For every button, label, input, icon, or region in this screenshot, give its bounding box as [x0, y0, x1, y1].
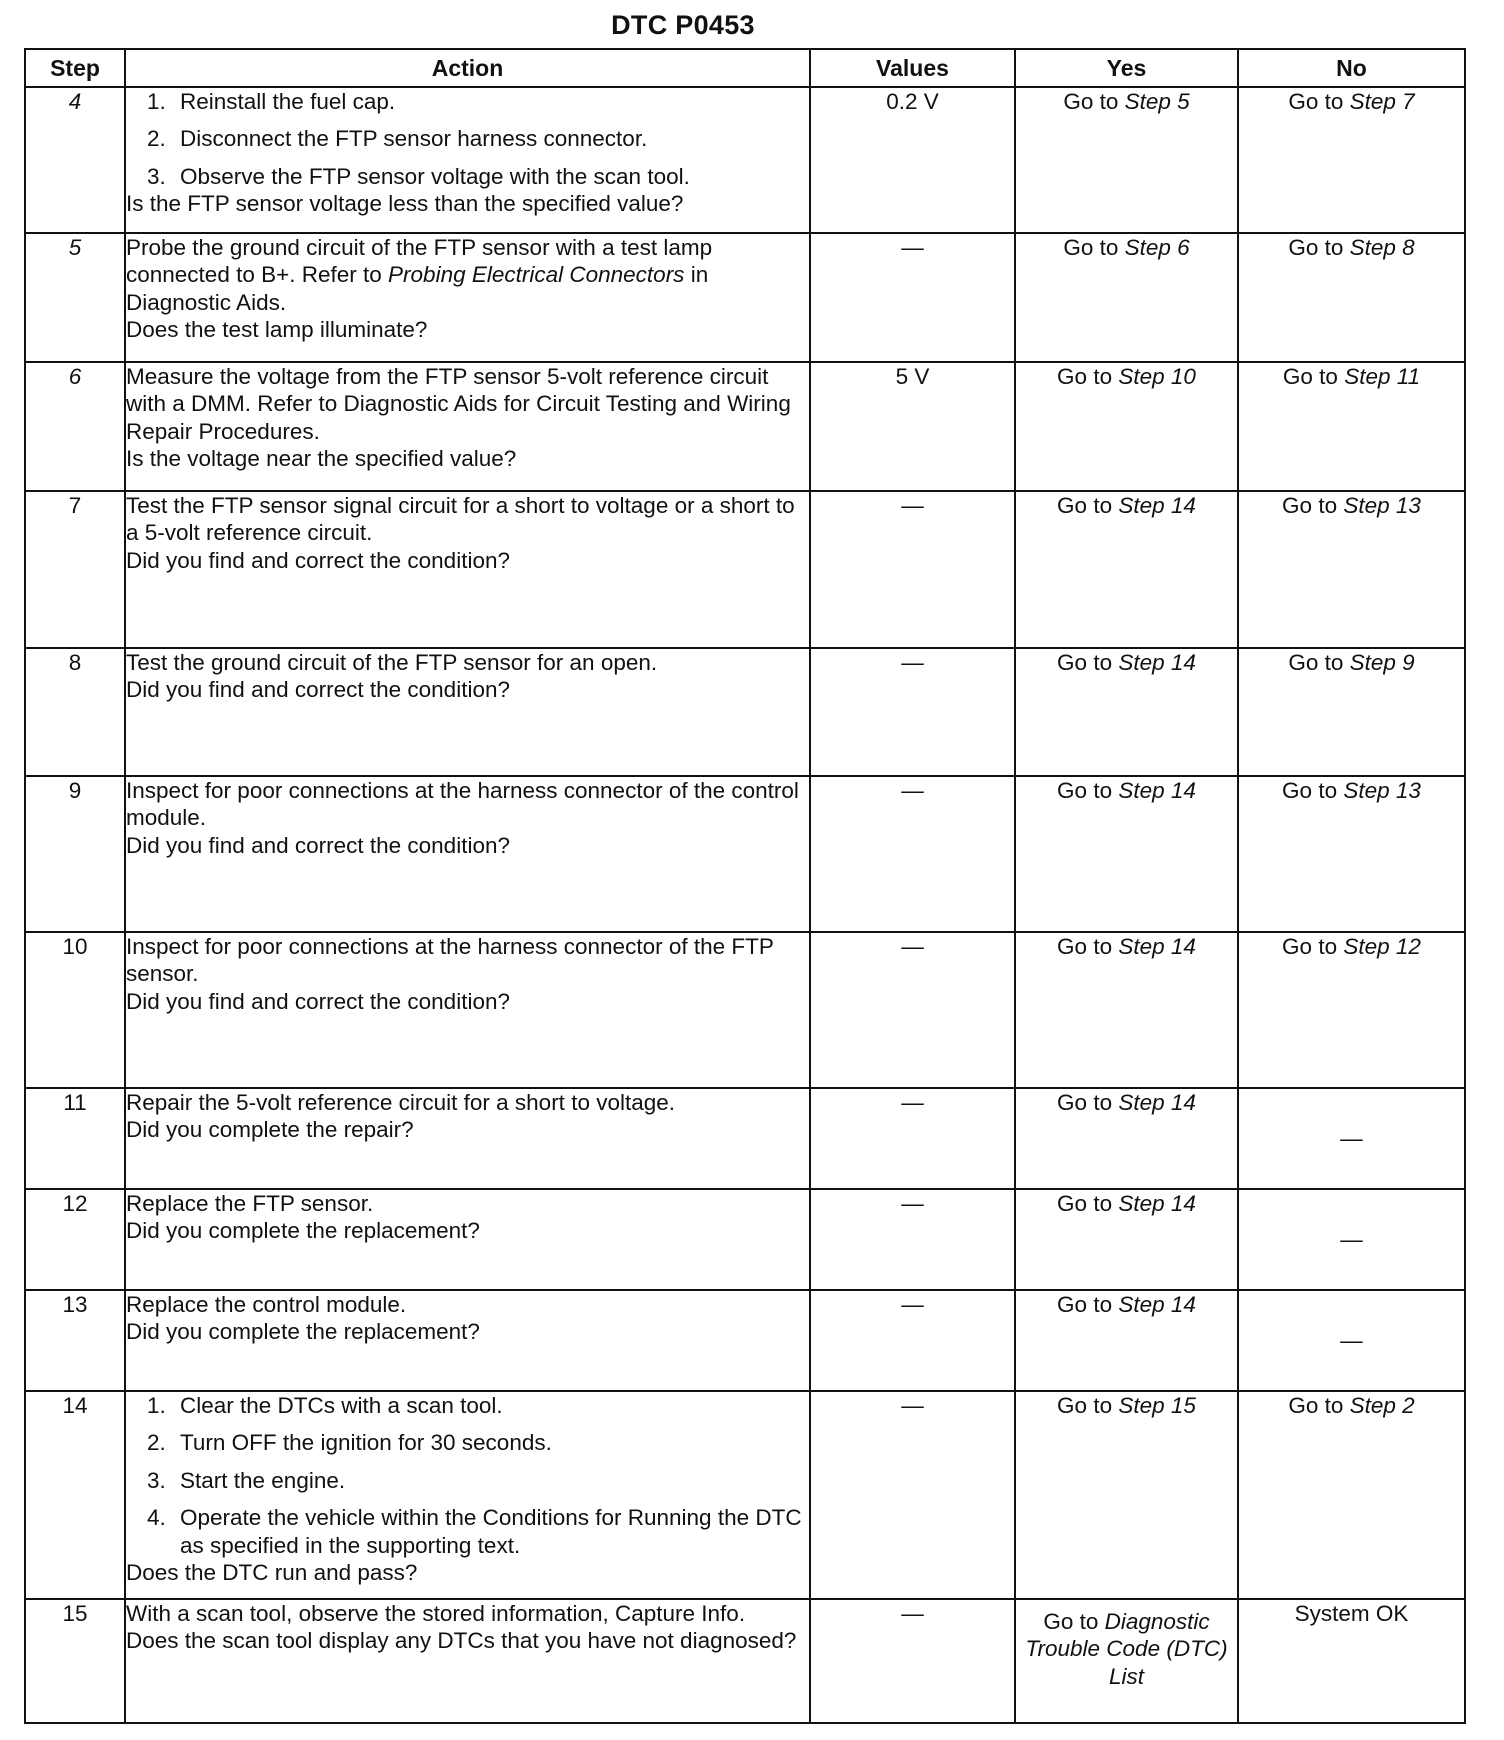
step-target: 15 — [1170, 1393, 1196, 1418]
step-word: Step — [1118, 1292, 1165, 1317]
no-cell — [1238, 362, 1465, 491]
step-target: 8 — [1402, 235, 1415, 260]
no-cell — [1238, 1391, 1465, 1599]
action-cell — [125, 1088, 810, 1189]
action-cell — [125, 362, 810, 491]
action-question: Is the FTP sensor voltage less than the specified value? — [126, 191, 684, 217]
action-question: Does the test lamp illuminate? — [126, 317, 428, 343]
action-cell — [125, 1189, 810, 1290]
yes-cell — [1015, 87, 1238, 233]
goto-label: Go to — [1057, 364, 1113, 389]
step-number: 13 — [25, 1290, 125, 1391]
step-target: 12 — [1395, 934, 1421, 959]
table-row — [25, 648, 1465, 776]
goto-label: Go to — [1288, 1393, 1344, 1418]
value-cell: — — [810, 1189, 1015, 1290]
reference-title: Probing Electrical Connectors — [388, 262, 685, 288]
step-word: Step — [1118, 650, 1165, 675]
step-number: 4 — [25, 87, 125, 233]
step-reference — [1350, 89, 1415, 114]
action-text: Test the ground circuit of the FTP sensor for an open. — [126, 650, 658, 675]
step-target: 14 — [1170, 650, 1196, 675]
step-reference — [1350, 650, 1415, 675]
step-number: 14 — [25, 1391, 125, 1599]
step-word: Step — [1349, 1393, 1396, 1418]
step-target: 14 — [1170, 1090, 1196, 1115]
goto-label: Go to — [1057, 650, 1113, 675]
step-target: 6 — [1177, 235, 1190, 260]
yes-cell — [1015, 1599, 1238, 1723]
header-step: Step — [25, 49, 125, 87]
action-step-item: 4. Operate the vehicle within the Conditions for Running the DTC as specified in the supporting text. — [172, 1504, 809, 1559]
table-row — [25, 233, 1465, 362]
header-yes: Yes — [1015, 49, 1238, 87]
action-question: Did you find and correct the condition? — [126, 677, 510, 703]
table-row — [25, 491, 1465, 648]
no-cell: System OK — [1238, 1599, 1465, 1723]
step-word: Step — [1349, 650, 1396, 675]
step-reference — [1125, 89, 1190, 114]
action-cell — [125, 87, 810, 233]
step-word: Step — [1118, 364, 1165, 389]
action-question: Did you complete the repair? — [126, 1117, 414, 1143]
table-row — [25, 932, 1465, 1088]
step-number: 7 — [25, 491, 125, 648]
step-number: 11 — [25, 1088, 125, 1189]
step-reference — [1118, 364, 1196, 389]
step-reference — [1343, 934, 1421, 959]
value-cell: — — [810, 648, 1015, 776]
step-reference — [1350, 1393, 1415, 1418]
value-cell: — — [810, 1599, 1015, 1723]
action-cell — [125, 776, 810, 932]
header-no: No — [1238, 49, 1465, 87]
yes-cell — [1015, 1189, 1238, 1290]
goto-label: Go to — [1057, 1090, 1113, 1115]
action-step-item: 1. Reinstall the fuel cap. — [172, 88, 809, 115]
action-question: Did you complete the replacement? — [126, 1218, 480, 1244]
action-question: Did you find and correct the condition? — [126, 832, 510, 858]
step-target: 11 — [1396, 364, 1421, 389]
step-word: Step — [1118, 493, 1165, 518]
step-number: 12 — [25, 1189, 125, 1290]
table-row — [25, 1088, 1465, 1189]
table-row — [25, 1599, 1465, 1723]
value-cell: 5 V — [810, 362, 1015, 491]
goto-label: Go to — [1057, 1393, 1113, 1418]
step-word: Step — [1118, 778, 1165, 803]
action-cell — [125, 233, 810, 362]
value-cell: — — [810, 1290, 1015, 1391]
step-number: 5 — [25, 233, 125, 362]
action-cell — [125, 491, 810, 648]
no-cell: — — [1238, 1088, 1465, 1189]
table-row — [25, 1290, 1465, 1391]
value-cell: — — [810, 932, 1015, 1088]
action-question: Does the scan tool display any DTCs that you have not diagnosed? — [126, 1628, 797, 1654]
yes-cell — [1015, 932, 1238, 1088]
step-number: 6 — [25, 362, 125, 491]
value-cell: — — [810, 233, 1015, 362]
value-cell: 0.2 V — [810, 87, 1015, 233]
step-target: 9 — [1402, 650, 1415, 675]
step-reference — [1125, 235, 1190, 260]
no-cell — [1238, 932, 1465, 1088]
step-reference — [1350, 235, 1415, 260]
action-step-item: 2. Turn OFF the ignition for 30 seconds. — [172, 1429, 809, 1456]
table-row — [25, 1391, 1465, 1599]
yes-cell — [1015, 362, 1238, 491]
step-word: Step — [1343, 493, 1390, 518]
step-target: 13 — [1395, 778, 1421, 803]
action-cell — [125, 1391, 810, 1599]
step-reference — [1118, 493, 1196, 518]
action-steps — [126, 1392, 809, 1559]
step-target: 14 — [1170, 778, 1196, 803]
step-reference — [1118, 1090, 1196, 1115]
step-reference — [1118, 1292, 1196, 1317]
step-word: Step — [1118, 1393, 1165, 1418]
step-number: 15 — [25, 1599, 125, 1723]
yes-cell — [1015, 491, 1238, 648]
action-cell — [125, 648, 810, 776]
step-target: 7 — [1402, 89, 1415, 114]
goto-label: Go to — [1288, 89, 1344, 114]
goto-label: Go to — [1043, 1609, 1099, 1634]
yes-cell — [1015, 1290, 1238, 1391]
step-word: Step — [1344, 364, 1391, 389]
value-cell: — — [810, 1391, 1015, 1599]
page-title: DTC P0453 — [611, 10, 755, 40]
goto-label: Go to — [1057, 1191, 1113, 1216]
step-word: Step — [1343, 778, 1390, 803]
goto-label: Go to — [1282, 934, 1338, 959]
step-word: Step — [1349, 235, 1396, 260]
goto-label: Go to — [1282, 778, 1338, 803]
action-text-part: in Diagnostic Aids. — [126, 262, 709, 315]
value-cell: — — [810, 776, 1015, 932]
step-word: Step — [1343, 934, 1390, 959]
action-question: Is the voltage near the specified value? — [126, 446, 517, 472]
no-cell — [1238, 776, 1465, 932]
diagnostic-table — [24, 48, 1466, 1724]
yes-cell — [1015, 648, 1238, 776]
step-reference — [1344, 364, 1420, 389]
goto-label: Go to — [1057, 1292, 1113, 1317]
step-number: 8 — [25, 648, 125, 776]
no-cell: — — [1238, 1189, 1465, 1290]
step-reference — [1118, 934, 1196, 959]
header-action: Action — [125, 49, 810, 87]
table-row — [25, 1189, 1465, 1290]
reference-title: Diagnostic Trouble Code (DTC) List — [1025, 1609, 1228, 1689]
goto-label: Go to — [1288, 650, 1344, 675]
yes-cell — [1015, 1391, 1238, 1599]
action-question: Did you find and correct the condition? — [126, 988, 510, 1014]
action-text: Repair the 5-volt reference circuit for a short to voltage. — [126, 1090, 676, 1115]
goto-label: Go to — [1063, 235, 1119, 260]
no-cell — [1238, 233, 1465, 362]
step-word: Step — [1118, 1090, 1165, 1115]
action-cell — [125, 1290, 810, 1391]
table-row — [25, 87, 1465, 233]
goto-label: Go to — [1057, 778, 1113, 803]
goto-label: Go to — [1282, 364, 1338, 389]
goto-label: Go to — [1057, 934, 1113, 959]
goto-label: Go to — [1063, 89, 1119, 114]
step-word: Step — [1124, 235, 1171, 260]
action-question: Did you complete the replacement? — [126, 1319, 480, 1345]
step-word: Step — [1118, 1191, 1165, 1216]
step-number: 9 — [25, 776, 125, 932]
action-text: Measure the voltage from the FTP sensor 5-volt reference circuit with a DMM. Refer to Diagnostic Aids for Circuit Testing and Wiring Repair Procedures. — [126, 364, 791, 444]
step-target: 14 — [1170, 493, 1196, 518]
no-cell — [1238, 648, 1465, 776]
step-word: Step — [1118, 934, 1165, 959]
value-cell: — — [810, 1088, 1015, 1189]
action-step-item: 1. Clear the DTCs with a scan tool. — [172, 1392, 809, 1419]
action-question: Did you find and correct the condition? — [126, 547, 510, 573]
no-cell: — — [1238, 1290, 1465, 1391]
step-target: 5 — [1177, 89, 1190, 114]
action-text: Test the FTP sensor signal circuit for a short to voltage or a short to a 5-volt reference circuit. — [126, 493, 795, 546]
yes-cell — [1015, 1088, 1238, 1189]
goto-label: Go to — [1057, 493, 1113, 518]
action-text: Replace the FTP sensor. — [126, 1191, 374, 1216]
header-row — [25, 49, 1465, 87]
yes-cell — [1015, 233, 1238, 362]
action-text-part: Probe the ground circuit of the FTP sensor with a test lamp connected to B+. Refer to — [126, 235, 713, 288]
step-reference — [1343, 493, 1421, 518]
header-values: Values — [810, 49, 1015, 87]
goto-label: Go to — [1282, 493, 1338, 518]
action-step-item: 3. Start the engine. — [172, 1467, 809, 1494]
step-reference — [1118, 1191, 1196, 1216]
action-text — [126, 234, 809, 316]
step-word: Step — [1349, 89, 1396, 114]
step-reference — [1118, 778, 1196, 803]
action-cell — [125, 932, 810, 1088]
table-row — [25, 776, 1465, 932]
step-target: 13 — [1395, 493, 1421, 518]
step-target: 2 — [1402, 1393, 1415, 1418]
action-text: Inspect for poor connections at the harness connector of the control module. — [126, 778, 799, 831]
action-text: Replace the control module. — [126, 1292, 407, 1317]
action-steps — [126, 88, 809, 190]
no-cell — [1238, 491, 1465, 648]
action-text: Inspect for poor connections at the harness connector of the FTP sensor. — [126, 934, 774, 987]
step-reference — [1343, 778, 1421, 803]
step-number: 10 — [25, 932, 125, 1088]
step-reference — [1118, 650, 1196, 675]
table-row — [25, 362, 1465, 491]
no-cell — [1238, 87, 1465, 233]
step-target: 14 — [1170, 934, 1196, 959]
action-step-item: 2. Disconnect the FTP sensor harness connector. — [172, 125, 809, 152]
step-word: Step — [1124, 89, 1171, 114]
step-target: 14 — [1170, 1191, 1196, 1216]
step-target: 14 — [1170, 1292, 1196, 1317]
action-cell — [125, 1599, 810, 1723]
action-step-item: 3. Observe the FTP sensor voltage with the scan tool. — [172, 163, 809, 190]
goto-label: Go to — [1288, 235, 1344, 260]
yes-cell — [1015, 776, 1238, 932]
step-target: 10 — [1170, 364, 1196, 389]
action-text: With a scan tool, observe the stored information, Capture Info. — [126, 1601, 746, 1626]
value-cell: — — [810, 491, 1015, 648]
step-reference — [1118, 1393, 1196, 1418]
action-question: Does the DTC run and pass? — [126, 1560, 418, 1586]
